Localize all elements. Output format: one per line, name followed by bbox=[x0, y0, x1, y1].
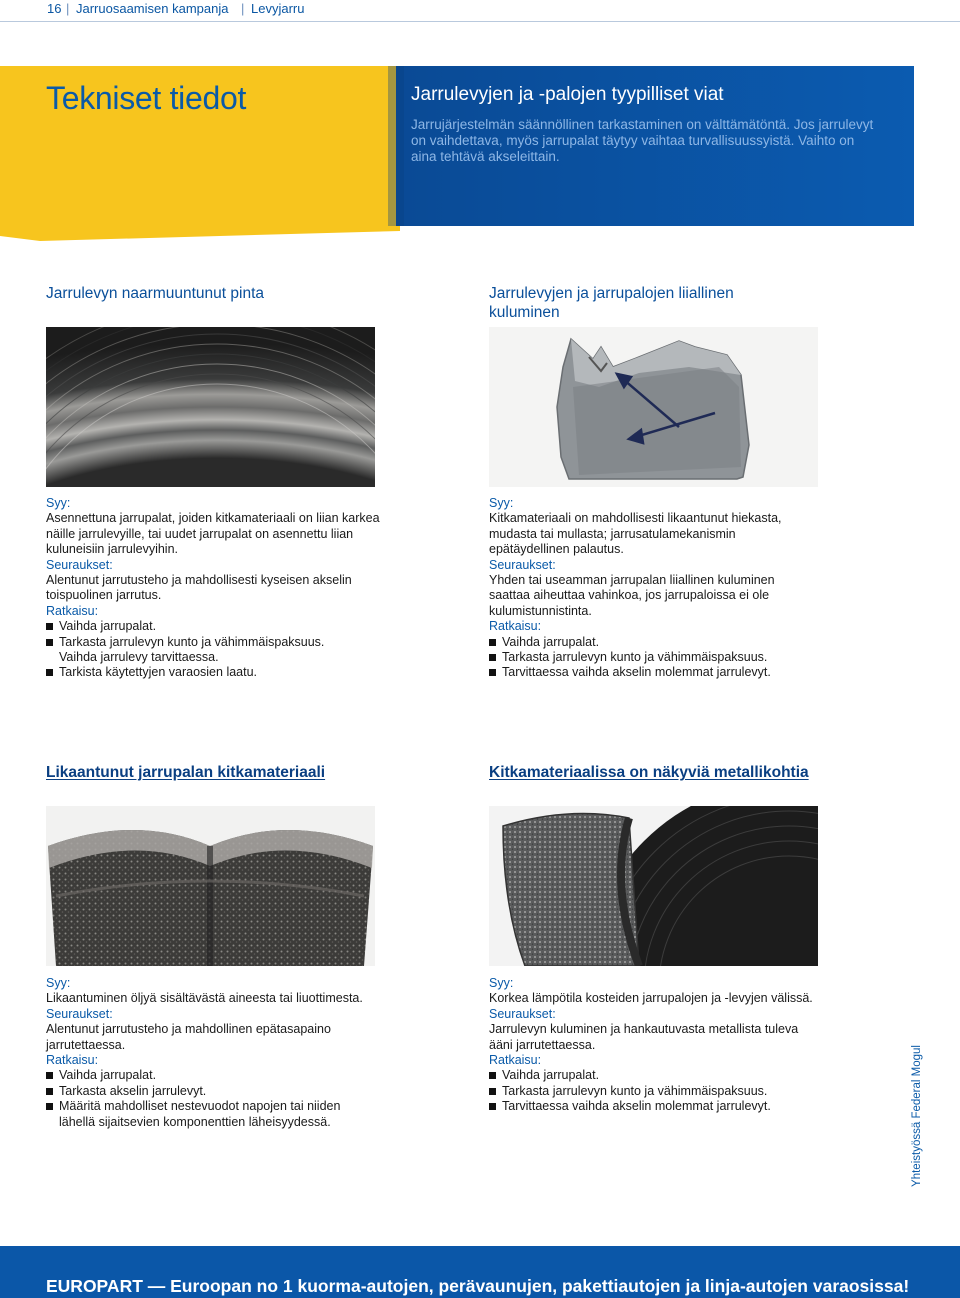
solution-item: Määritä mahdolliset nestevuodot napojen tai niiden lähellä sijaitsevien komponenttien läheisyydessä. bbox=[46, 1099, 386, 1130]
solution-label: Ratkaisu: bbox=[489, 1053, 542, 1068]
header-campaign: Jarruosaamisen kampanja bbox=[76, 1, 229, 16]
section-title: Jarrulevyjen ja jarrupalojen liiallinen kuluminen bbox=[489, 285, 734, 321]
section-title: Kitkamateriaalissa on näkyviä metallikohtia bbox=[489, 764, 809, 781]
header-separator: | bbox=[66, 1, 70, 16]
solution-label: Ratkaisu: bbox=[489, 619, 542, 634]
section-description bbox=[489, 976, 819, 1115]
header-separator: | bbox=[241, 1, 245, 16]
cause-text: Korkea lämpötila kosteiden jarrupalojen ja -levyjen välissä. bbox=[489, 991, 813, 1006]
bullet-square-icon bbox=[489, 1103, 496, 1110]
banner-text: Jarrujärjestelmän säännöllinen tarkastaminen on välttämätöntä. Jos jarrulevyt on vaihdettava, myös jarrupalat täytyy vaihtaa turvallisuussyistä. Vaihto on aina tehtävä akseleittain. bbox=[411, 117, 874, 164]
bullet-square-icon bbox=[489, 639, 496, 646]
bullet-square-icon bbox=[46, 669, 53, 676]
banner-title: Tekniset tiedot bbox=[46, 80, 247, 116]
effects-text: Alentunut jarrutusteho ja mahdollisesti kyseisen akselin toispuolinen jarrutus. bbox=[46, 573, 352, 603]
solution-item: Vaihda jarrupalat. bbox=[489, 1068, 819, 1083]
solution-item: Tarkasta jarrulevyn kunto ja vähimmäispaksuus. Vaihda jarrulevy tarvittaessa. bbox=[46, 635, 386, 666]
section-description bbox=[46, 976, 386, 1130]
worn-brake-pad-image bbox=[489, 327, 818, 487]
bullet-square-icon bbox=[46, 1072, 53, 1079]
footer-text: EUROPART — Euroopan no 1 kuorma-autojen, perävaunujen, pakettiautojen ja linja-autojen varaosissa! bbox=[46, 1276, 910, 1296]
bullet-square-icon bbox=[46, 1103, 53, 1110]
contaminated-brake-pad-image bbox=[46, 806, 375, 966]
solution-item: Tarkasta jarrulevyn kunto ja vähimmäispaksuus. bbox=[489, 650, 819, 665]
effects-label: Seuraukset: bbox=[46, 557, 113, 572]
section-title: Likaantunut jarrupalan kitkamateriaali bbox=[46, 764, 326, 781]
effects-label: Seuraukset: bbox=[489, 557, 556, 572]
cause-label: Syy: bbox=[489, 976, 514, 990]
scratched-brake-disc-image bbox=[46, 327, 375, 487]
solution-item: Tarkasta akselin jarrulevyt. bbox=[46, 1084, 386, 1099]
effects-text: Jarrulevyn kuluminen ja hankautuvasta metallista tuleva ääni jarrutettaessa. bbox=[489, 1022, 799, 1052]
cause-label: Syy: bbox=[489, 496, 514, 510]
bullet-square-icon bbox=[489, 1072, 496, 1079]
solution-item: Vaihda jarrupalat. bbox=[46, 619, 386, 634]
section-description bbox=[489, 496, 819, 681]
solution-label: Ratkaisu: bbox=[46, 603, 99, 618]
solution-item: Vaihda jarrupalat. bbox=[46, 1068, 386, 1083]
cause-label: Syy: bbox=[46, 976, 71, 990]
bullet-square-icon bbox=[46, 639, 53, 646]
header-section: Levyjarru bbox=[251, 1, 305, 16]
bullet-square-icon bbox=[46, 1088, 53, 1095]
bullet-square-icon bbox=[46, 623, 53, 630]
solution-item: Tarkasta jarrulevyn kunto ja vähimmäispaksuus. bbox=[489, 1084, 819, 1099]
section-title: Jarrulevyn naarmuuntunut pinta bbox=[46, 285, 264, 302]
side-note bbox=[906, 1045, 926, 1192]
effects-text: Alentunut jarrutusteho ja mahdollinen epätasapaino jarrutettaessa. bbox=[46, 1022, 331, 1052]
bullet-square-icon bbox=[489, 669, 496, 676]
solution-item: Tarvittaessa vaihda akselin molemmat jarrulevyt. bbox=[489, 1099, 819, 1114]
effects-text: Yhden tai useamman jarrupalan liiallinen kuluminen saattaa aiheuttaa vahinkoa, jos jarrupaloissa ei ole kulumistunnistinta. bbox=[489, 573, 775, 618]
cause-label: Syy: bbox=[46, 496, 71, 510]
cause-text: Asennettuna jarrupalat, joiden kitkamateriaali on liian karkea näille jarrulevyille, tai uudet jarrupalat on asennettu liian kuluneisiin jarrulevyihin. bbox=[46, 511, 380, 557]
cause-text: Kitkamateriaali on mahdollisesti likaantunut hiekasta, mudasta tai mullasta; jarrusatulamekanismin epätäydellinen palautus. bbox=[489, 511, 782, 557]
solution-item: Vaihda jarrupalat. bbox=[489, 635, 819, 650]
page-header bbox=[0, 0, 960, 22]
header-rule bbox=[0, 21, 960, 22]
bullet-square-icon bbox=[489, 1088, 496, 1095]
banner-subtitle: Jarrulevyjen ja -palojen tyypilliset viat bbox=[411, 84, 724, 105]
solution-label: Ratkaisu: bbox=[46, 1053, 99, 1068]
effects-label: Seuraukset: bbox=[489, 1006, 556, 1021]
solution-item: Tarvittaessa vaihda akselin molemmat jarrulevyt. bbox=[489, 665, 819, 680]
cause-text: Likaantuminen öljyä sisältävästä aineesta tai liuottimesta. bbox=[46, 991, 363, 1006]
side-note-text: Yhteistyössä Federal Mogul bbox=[911, 1045, 923, 1187]
solution-item: Tarkista käytettyjen varaosien laatu. bbox=[46, 665, 386, 680]
effects-label: Seuraukset: bbox=[46, 1006, 113, 1021]
bullet-square-icon bbox=[489, 654, 496, 661]
metal-inclusion-pad-image bbox=[489, 806, 818, 966]
page-number: 16 bbox=[47, 1, 62, 16]
section-description bbox=[46, 496, 386, 681]
